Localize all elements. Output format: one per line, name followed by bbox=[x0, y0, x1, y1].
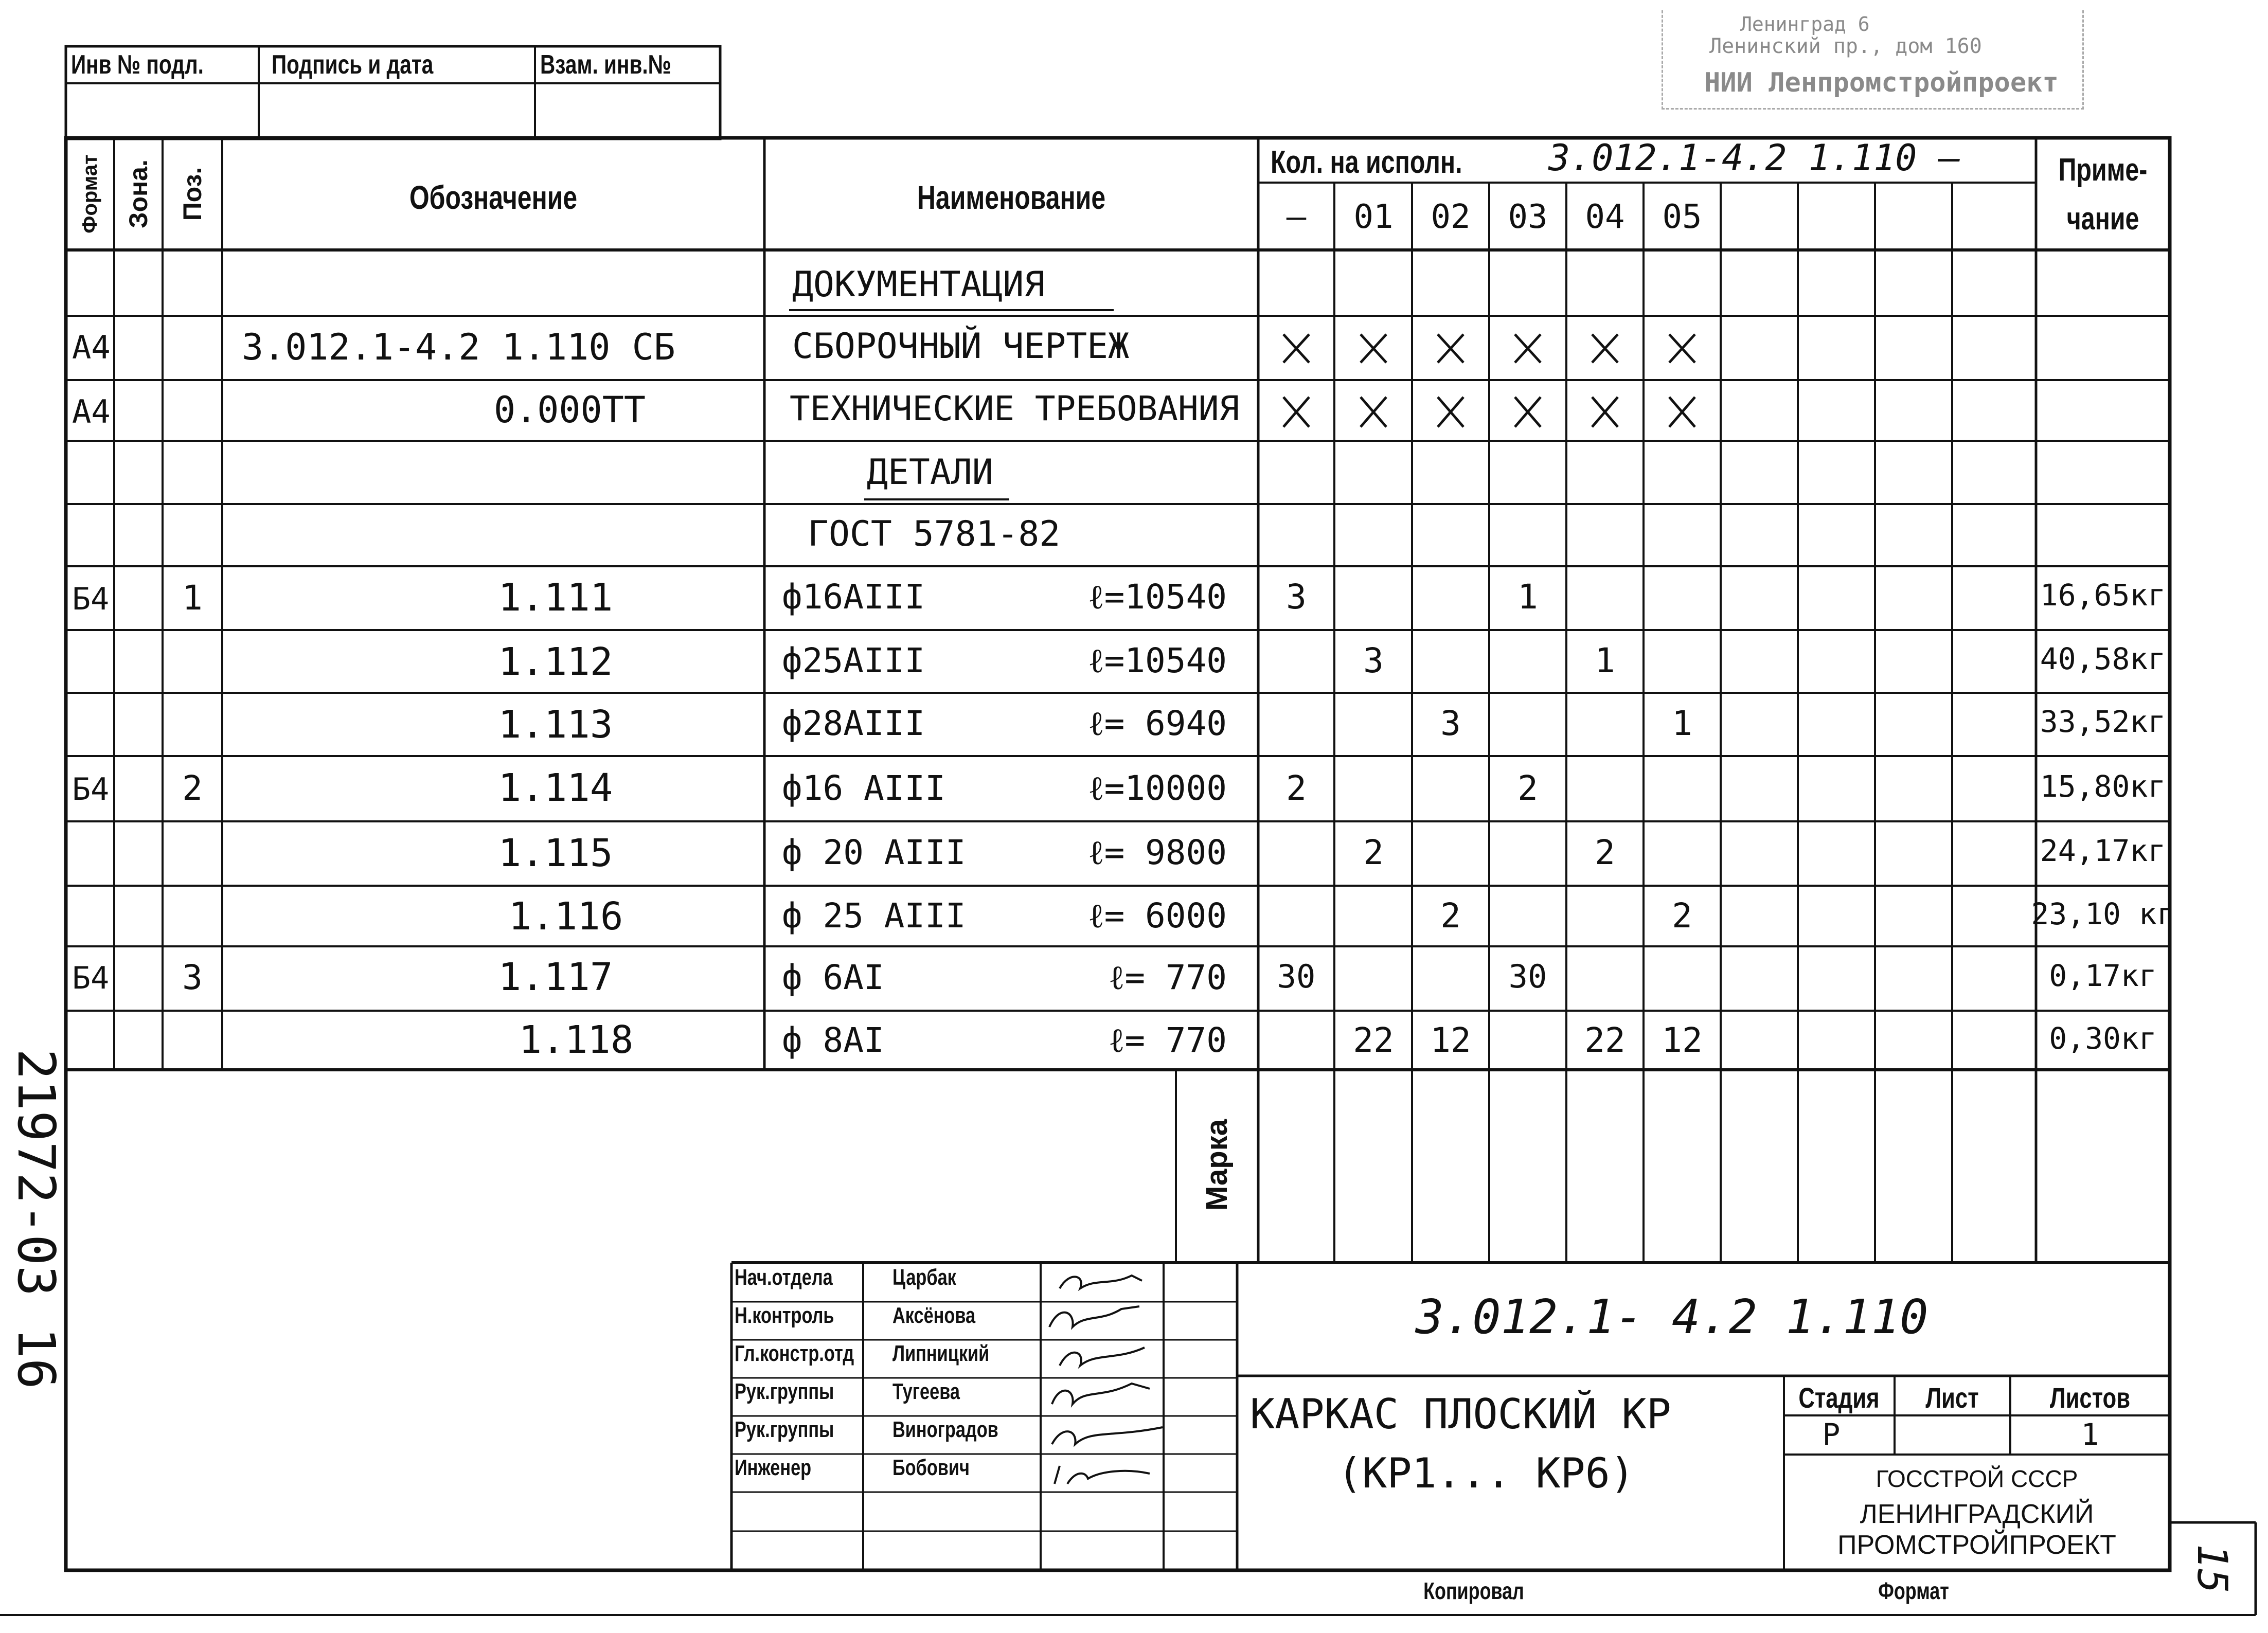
person-name: Царбак bbox=[892, 1265, 956, 1290]
role-label: Н.контроль bbox=[735, 1303, 834, 1328]
detail-length: ℓ= 6000 bbox=[1087, 896, 1227, 936]
header-designation: Обозначение bbox=[409, 179, 578, 216]
detail-note: 16,65кг bbox=[2040, 578, 2166, 613]
detail-pos: 1 bbox=[182, 578, 203, 618]
signature-date-label: Подпись и дата bbox=[272, 50, 434, 80]
detail-qty: 12 bbox=[1430, 1020, 1471, 1060]
variant-header: 05 bbox=[1662, 198, 1702, 236]
approval-stamp bbox=[1662, 10, 2084, 110]
stage-label: Стадия bbox=[1798, 1381, 1880, 1414]
detail-qty: 22 bbox=[1353, 1020, 1394, 1060]
detail-note: 0,17кг bbox=[2049, 958, 2157, 993]
header-name: Наименование bbox=[917, 179, 1106, 216]
stamp-line-3: НИИ Ленпромстройпроект bbox=[1704, 67, 2059, 98]
doc-row-name: СБОРОЧНЫЙ ЧЕРТЕЖ bbox=[792, 326, 1130, 367]
detail-name: ф 6АI bbox=[782, 958, 884, 997]
header-note-2: чание bbox=[2066, 201, 2139, 237]
detail-qty: 3 bbox=[1363, 641, 1384, 680]
doc-row-format: А4 bbox=[72, 329, 111, 366]
header-qty: Кол. на исполн. bbox=[1271, 145, 1462, 180]
detail-note: 24,17кг bbox=[2040, 833, 2166, 868]
signatures bbox=[1049, 1276, 1163, 1484]
detail-name: ф16 АIII bbox=[782, 768, 945, 808]
detail-length: ℓ=10540 bbox=[1087, 577, 1227, 617]
detail-qty: 30 bbox=[1508, 958, 1547, 995]
detail-name: ф 20 АIII bbox=[782, 833, 966, 872]
detail-qty: 1 bbox=[1672, 704, 1692, 743]
variant-header: 02 bbox=[1431, 198, 1471, 236]
person-name: Аксёнова bbox=[892, 1303, 976, 1328]
detail-qty: 12 bbox=[1662, 1020, 1703, 1060]
detail-qty: 3 bbox=[1286, 577, 1307, 617]
detail-note: 15,80кг bbox=[2040, 769, 2166, 804]
org-line-1: ГОССТРОЙ СССР bbox=[1876, 1465, 2078, 1492]
org-line-3: ПРОМСТРОЙПРОЕКТ bbox=[1837, 1530, 2116, 1560]
person-name: Виноградов bbox=[892, 1417, 998, 1442]
detail-designation: 1.111 bbox=[498, 576, 613, 620]
org-line-2: ЛЕНИНГРАДСКИЙ bbox=[1860, 1499, 2094, 1529]
detail-name: ф 25 АIII bbox=[782, 896, 966, 936]
detail-length: ℓ= 6940 bbox=[1087, 704, 1227, 743]
detail-pos: 3 bbox=[182, 958, 203, 997]
title-line-1: КАРКАС ПЛОСКИЙ КР bbox=[1250, 1390, 1671, 1438]
detail-designation: 1.117 bbox=[498, 955, 613, 999]
detail-format: Б4 bbox=[72, 960, 110, 996]
detail-note: 40,58кг bbox=[2040, 641, 2166, 676]
detail-format: Б4 bbox=[72, 771, 110, 807]
detail-length: ℓ=10000 bbox=[1087, 768, 1227, 808]
detail-name: ф28АIII bbox=[782, 704, 925, 743]
archive-number: 21972-03 16 bbox=[6, 1048, 66, 1390]
detail-designation: 1.118 bbox=[519, 1018, 634, 1062]
vzam-inv-label: Взам. инв.№ bbox=[540, 50, 671, 80]
detail-designation: 1.113 bbox=[498, 703, 613, 747]
detail-note: 33,52кг bbox=[2040, 704, 2166, 739]
role-label: Инженер bbox=[735, 1455, 812, 1480]
header-pos: Поз. bbox=[178, 167, 207, 221]
doc-row-name: ТЕХНИЧЕСКИЕ ТРЕБОВАНИЯ bbox=[790, 389, 1240, 428]
section-details: ДЕТАЛИ bbox=[867, 452, 993, 493]
detail-qty: 2 bbox=[1363, 833, 1384, 872]
variant-header: 04 bbox=[1585, 198, 1625, 236]
stamp-line-1: Ленинград 6 bbox=[1740, 13, 1870, 35]
title-line-2: (КР1... КР6) bbox=[1337, 1449, 1635, 1497]
format-label: Формат bbox=[1878, 1577, 1949, 1604]
inv-no-podl-label: Инв № подл. bbox=[71, 50, 204, 80]
doc-row-format: А4 bbox=[72, 393, 111, 430]
person-name: Липницкий bbox=[892, 1341, 990, 1366]
sheets-label: Листов bbox=[2049, 1381, 2131, 1414]
detail-designation: 1.115 bbox=[498, 831, 613, 875]
role-label: Гл.констр.отд bbox=[735, 1341, 854, 1366]
detail-length: ℓ= 770 bbox=[1108, 1020, 1227, 1060]
detail-qty: 22 bbox=[1584, 1020, 1626, 1060]
detail-length: ℓ= 770 bbox=[1108, 958, 1227, 997]
detail-note: 23,10 кг bbox=[2031, 896, 2175, 931]
variant-header: 01 bbox=[1353, 198, 1394, 236]
header-zone: Зона. bbox=[124, 159, 153, 228]
sheet-label: Лист bbox=[1925, 1381, 1979, 1414]
detail-qty: 2 bbox=[1440, 896, 1461, 936]
detail-qty: 2 bbox=[1286, 768, 1307, 808]
copied-label: Копировал bbox=[1423, 1577, 1524, 1604]
variant-header: – bbox=[1286, 198, 1307, 236]
document-number: 3.012.1- 4.2 1.110 bbox=[1415, 1289, 1928, 1344]
detail-name: ф16АIII bbox=[782, 577, 925, 617]
role-label: Рук.группы bbox=[735, 1379, 834, 1404]
variant-header: 03 bbox=[1508, 198, 1548, 236]
detail-format: Б4 bbox=[72, 581, 110, 617]
detail-name: ф25АIII bbox=[782, 641, 925, 680]
detail-qty: 3 bbox=[1440, 704, 1461, 743]
detail-qty: 2 bbox=[1672, 896, 1692, 936]
stage-value: Р bbox=[1822, 1417, 1841, 1452]
detail-designation: 1.116 bbox=[508, 894, 623, 939]
page-number: 15 bbox=[2188, 1544, 2236, 1594]
doc-row-designation: 3.012.1-4.2 1.110 СБ bbox=[242, 326, 675, 368]
person-name: Бобович bbox=[892, 1455, 970, 1480]
detail-pos: 2 bbox=[182, 768, 203, 808]
detail-qty: 2 bbox=[1517, 768, 1538, 808]
header-qty-doc: 3.012.1-4.2 1.110 — bbox=[1548, 137, 1960, 179]
section-documentation: ДОКУМЕНТАЦИЯ bbox=[792, 264, 1045, 305]
header-format: Формат bbox=[79, 154, 101, 234]
role-label: Рук.группы bbox=[735, 1417, 834, 1442]
detail-designation: 1.114 bbox=[498, 766, 613, 810]
detail-qty: 30 bbox=[1277, 958, 1316, 995]
role-label: Нач.отдела bbox=[735, 1265, 833, 1290]
header-note-1: Приме- bbox=[2058, 152, 2148, 188]
detail-designation: 1.112 bbox=[498, 640, 613, 684]
sheets-value: 1 bbox=[2081, 1417, 2099, 1452]
detail-qty: 1 bbox=[1595, 641, 1615, 680]
doc-row-designation: 0.000ТТ bbox=[493, 389, 646, 431]
section-gost: ГОСТ 5781-82 bbox=[808, 514, 1061, 554]
detail-length: ℓ= 9800 bbox=[1087, 833, 1227, 872]
stamp-line-2: Ленинский пр., дом 160 bbox=[1709, 34, 1982, 58]
detail-qty: 1 bbox=[1517, 577, 1538, 617]
person-name: Тугеева bbox=[892, 1379, 960, 1404]
detail-note: 0,30кг bbox=[2049, 1021, 2157, 1056]
detail-name: ф 8АI bbox=[782, 1020, 884, 1060]
detail-length: ℓ=10540 bbox=[1087, 641, 1227, 680]
detail-qty: 2 bbox=[1595, 833, 1615, 872]
marka-label: Марка bbox=[1200, 1119, 1234, 1211]
